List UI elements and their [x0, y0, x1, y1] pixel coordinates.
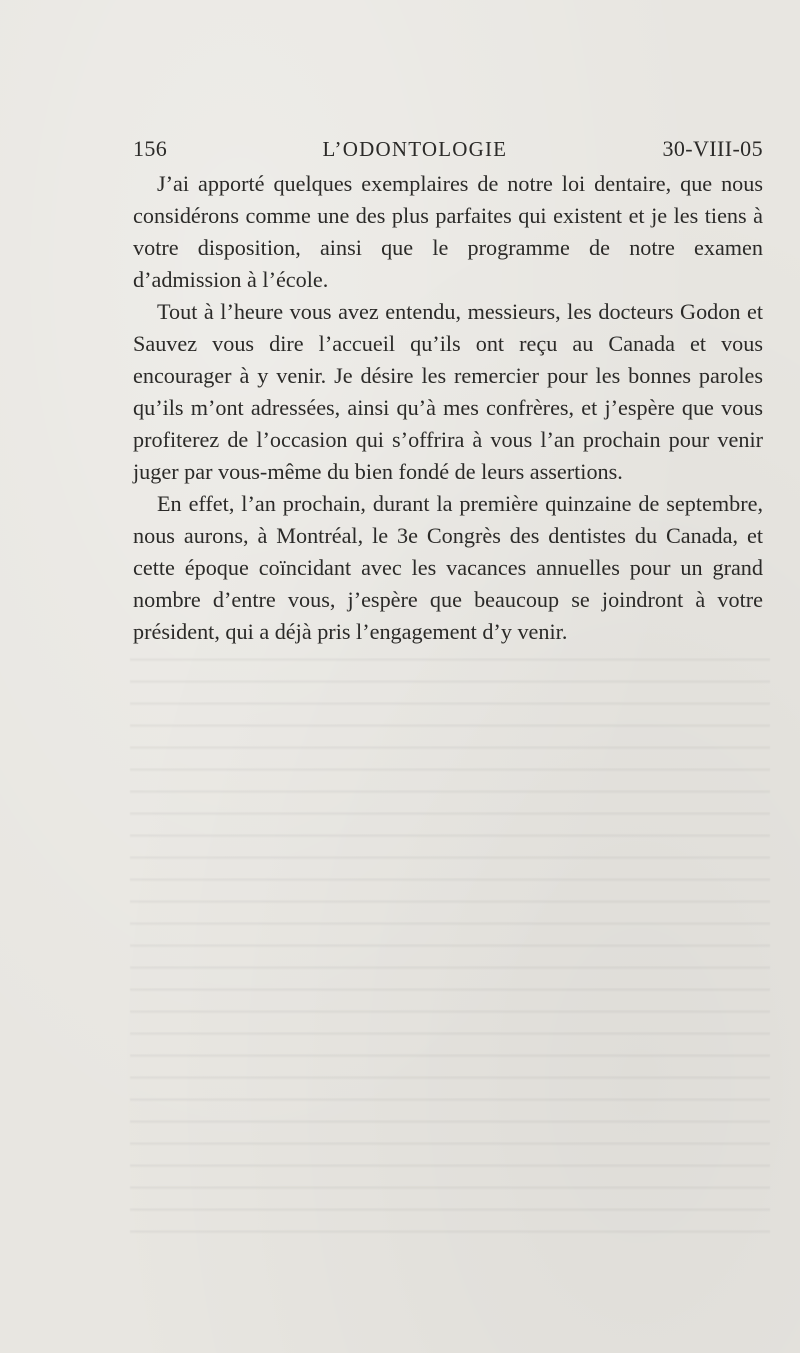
bleed-through-text: [130, 640, 770, 1240]
body-text: [133, 168, 763, 648]
page-header: [133, 136, 763, 164]
paragraph-1: J’ai apporté quelques exemplaires de notre loi dentaire, que nous considérons comme une des plus parfaites qui existent et je les tiens à votre disposition, ainsi que le programme de notre examen d’admission à l’école.: [133, 171, 763, 292]
issue-date: 30-VIII-05: [662, 136, 763, 161]
page-number: 156: [133, 136, 168, 161]
paragraph-3: En effet, l’an prochain, durant la première quinzaine de septembre, nous aurons, à Montréal, le 3e Congrès des dentistes du Canada, et cette époque coïncidant avec les vacances annuelles pour un grand nombre d’entre vous, j’espère que beaucoup se joindront à votre président, qui a déjà pris l’engagement d’y venir.: [133, 491, 763, 644]
paragraph-2: Tout à l’heure vous avez entendu, messieurs, les docteurs Godon et Sauvez vous dire l’accueil qu’ils ont reçu au Canada et vous encourager à y venir. Je désire les remercier pour les bonnes paroles qu’ils m’ont adressées, ainsi qu’à mes confrères, et j’espère que vous profiterez de l’occasion qui s’offrira à vous l’an prochain pour venir juger par vous-même du bien fondé de leurs assertions.: [133, 299, 763, 484]
running-title: L’ODONTOLOGIE: [322, 137, 508, 161]
